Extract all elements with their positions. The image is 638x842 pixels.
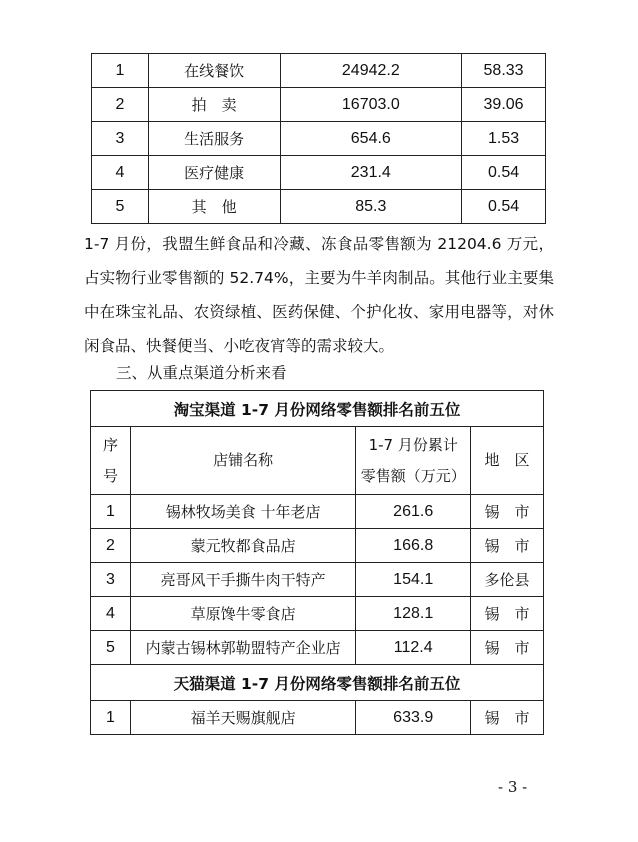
shop-name: 蒙元牧都食品店 (130, 529, 355, 563)
shop-name: 草原馋牛零食店 (130, 597, 355, 631)
region: 锡 市 (471, 631, 544, 665)
retail-amount: 24942.2 (280, 54, 462, 88)
retail-amount: 16703.0 (280, 88, 462, 122)
table-row (91, 597, 544, 631)
table-row (91, 563, 544, 597)
shop-name: 锡林牧场美食 十年老店 (130, 495, 355, 529)
header-no (91, 427, 131, 495)
row-number: 5 (92, 190, 149, 224)
header-shop: 店铺名称 (130, 427, 355, 495)
category-name: 生活服务 (148, 122, 280, 156)
category-name: 在线餐饮 (148, 54, 280, 88)
table-row (91, 701, 544, 735)
row-number: 3 (92, 122, 149, 156)
retail-amount: 154.1 (356, 563, 471, 597)
table-row (91, 529, 544, 563)
retail-amount: 231.4 (280, 156, 462, 190)
table-header-row (91, 427, 544, 495)
header-no-line1: 序 (102, 435, 118, 454)
share-percent: 1.53 (462, 122, 546, 156)
category-name: 拍 卖 (148, 88, 280, 122)
row-number: 2 (91, 529, 131, 563)
page-number: - 3 - (498, 778, 528, 796)
table-row (92, 54, 546, 88)
table-row (92, 122, 546, 156)
row-number: 3 (91, 563, 131, 597)
row-number: 4 (92, 156, 149, 190)
share-percent: 0.54 (462, 190, 546, 224)
row-number: 4 (91, 597, 131, 631)
body-paragraph: 1-7 月份，我盟生鲜食品和冷藏、冻食品零售额为 21204.6 万元，占实物行业零售额的 52.74%，主要为牛羊肉制品。其他行业主要集中在珠宝礼品、农资绿植、医药保健、个护化妆、家用电器等，对休闲食品、快餐便当、小吃夜宵等的需求较大。 (84, 235, 554, 355)
retail-amount: 261.6 (356, 495, 471, 529)
table-row (91, 495, 544, 529)
taobao-table-title: 淘宝渠道 1-7 月份网络零售额排名前五位 (91, 391, 544, 427)
category-name: 医疗健康 (148, 156, 280, 190)
table-row (92, 88, 546, 122)
region: 多伦县 (471, 563, 544, 597)
channel-ranking-table (90, 390, 544, 735)
table-row (92, 156, 546, 190)
retail-amount: 85.3 (280, 190, 462, 224)
header-amount (356, 427, 471, 495)
region: 锡 市 (471, 701, 544, 735)
table-title-row (91, 391, 544, 427)
region: 锡 市 (471, 495, 544, 529)
header-no-line2: 号 (102, 466, 118, 485)
tmall-table-title: 天猫渠道 1-7 月份网络零售额排名前五位 (91, 665, 544, 701)
row-number: 2 (92, 88, 149, 122)
retail-amount: 112.4 (356, 631, 471, 665)
share-percent: 58.33 (462, 54, 546, 88)
share-percent: 39.06 (462, 88, 546, 122)
retail-amount: 654.6 (280, 122, 462, 156)
shop-name: 亮哥风干手撕牛肉干特产 (130, 563, 355, 597)
region: 锡 市 (471, 529, 544, 563)
section-heading: 三、从重点渠道分析来看 (116, 364, 287, 382)
header-region: 地 区 (471, 427, 544, 495)
row-number: 1 (92, 54, 149, 88)
share-percent: 0.54 (462, 156, 546, 190)
retail-amount: 633.9 (356, 701, 471, 735)
row-number: 1 (91, 495, 131, 529)
row-number: 5 (91, 631, 131, 665)
row-number: 1 (91, 701, 131, 735)
table-row (91, 631, 544, 665)
header-amount-line1: 1-7 月份累计 (368, 435, 458, 454)
table-title-row (91, 665, 544, 701)
header-amount-line2: 零售额（万元） (360, 466, 466, 485)
retail-amount: 128.1 (356, 597, 471, 631)
shop-name: 福羊天赐旗舰店 (130, 701, 355, 735)
category-name: 其 他 (148, 190, 280, 224)
category-retail-table (91, 53, 546, 224)
retail-amount: 166.8 (356, 529, 471, 563)
region: 锡 市 (471, 597, 544, 631)
table-row (92, 190, 546, 224)
shop-name: 内蒙古锡林郭勒盟特产企业店 (130, 631, 355, 665)
